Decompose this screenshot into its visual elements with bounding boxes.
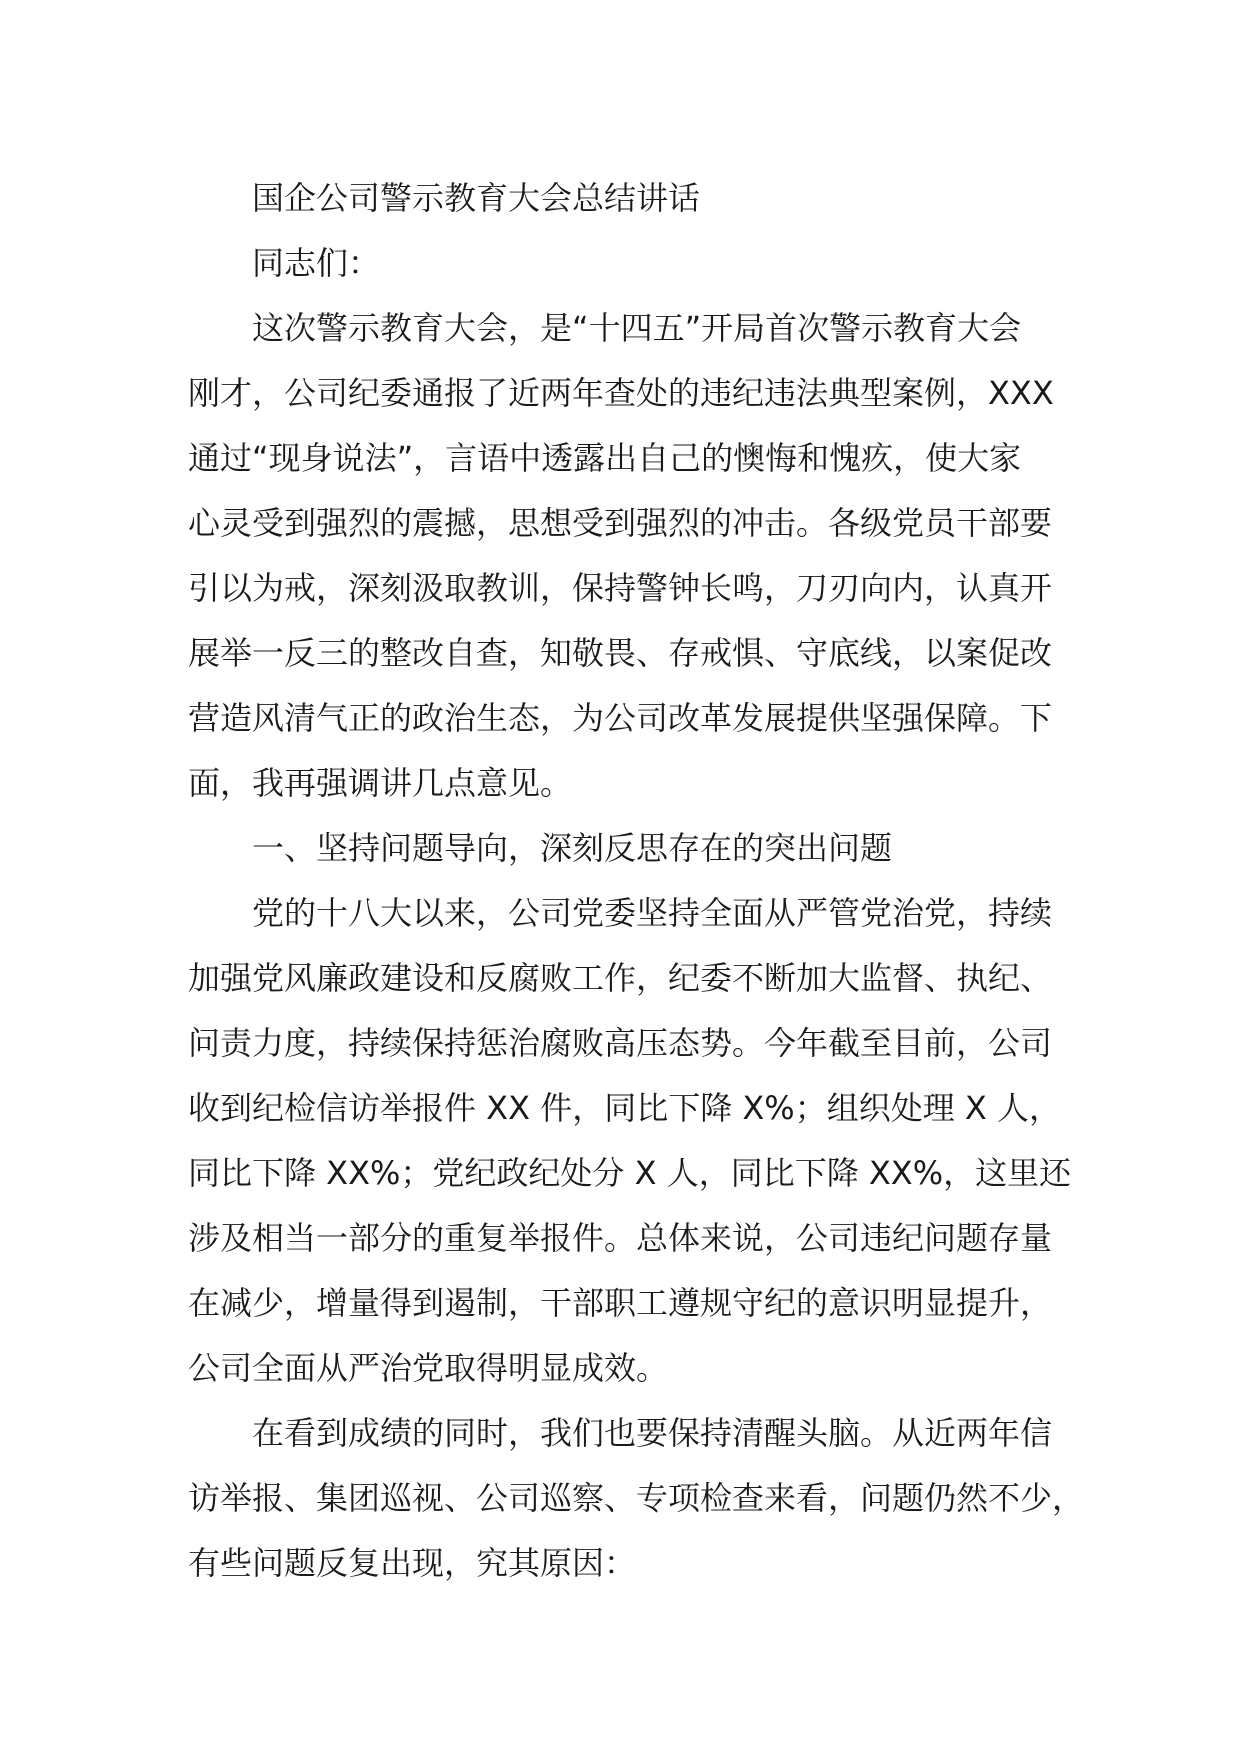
text-line: 有些问题反复出现，究其原因： bbox=[188, 1544, 637, 1582]
document-body bbox=[188, 166, 1085, 1596]
text-line: 在看到成绩的同时，我们也要保持清醒头脑。从近两年信 bbox=[252, 1414, 1053, 1452]
text-line: 在减少，增量得到遏制，干部职工遵规守纪的意识明显提升， bbox=[188, 1284, 1053, 1322]
text-line: 这次警示教育大会，是“十四五”开局首次警示教育大会 bbox=[252, 309, 1022, 347]
text-line: 收到纪检信访举报件 XX 件，同比下降 X%；组织处理 X 人， bbox=[188, 1089, 1061, 1127]
text-line: 公司全面从严治党取得明显成效。 bbox=[188, 1349, 669, 1387]
text-line: 同比下降 XX%；党纪政纪处分 X 人，同比下降 XX%，这里还 bbox=[188, 1154, 1072, 1192]
text-line: 通过“现身说法”，言语中透露出自己的懊悔和愧疚，使大家 bbox=[188, 439, 1022, 477]
document-title: 国企公司警示教育大会总结讲话 bbox=[252, 179, 701, 217]
text-line: 党的十八大以来，公司党委坚持全面从严管党治党，持续 bbox=[252, 894, 1053, 932]
text-line: 面，我再强调讲几点意见。 bbox=[188, 764, 573, 802]
text-line: 加强党风廉政建设和反腐败工作，纪委不断加大监督、执纪、 bbox=[188, 959, 1053, 997]
text-line: 访举报、集团巡视、公司巡察、专项检查来看，问题仍然不少， bbox=[188, 1479, 1085, 1517]
text-line: 心灵受到强烈的震撼，思想受到强烈的冲击。各级党员干部要 bbox=[188, 504, 1053, 542]
text-line: 营造风清气正的政治生态，为公司改革发展提供坚强保障。下 bbox=[188, 699, 1053, 737]
text-line: 问责力度，持续保持惩治腐败高压态势。今年截至目前，公司 bbox=[188, 1024, 1053, 1062]
text-line: 涉及相当一部分的重复举报件。总体来说，公司违纪问题存量 bbox=[188, 1219, 1053, 1257]
text-line: 引以为戒，深刻汲取教训，保持警钟长鸣，刀刃向内，认真开 bbox=[188, 569, 1053, 607]
text-line: 展举一反三的整改自查，知敬畏、存戒惧、守底线，以案促改 bbox=[188, 634, 1053, 672]
text-line: 同志们： bbox=[252, 244, 381, 282]
text-line: 刚才，公司纪委通报了近两年查处的违纪违法典型案例，XXX bbox=[188, 374, 1054, 412]
text-line: 一、坚持问题导向，深刻反思存在的突出问题 bbox=[252, 829, 893, 867]
